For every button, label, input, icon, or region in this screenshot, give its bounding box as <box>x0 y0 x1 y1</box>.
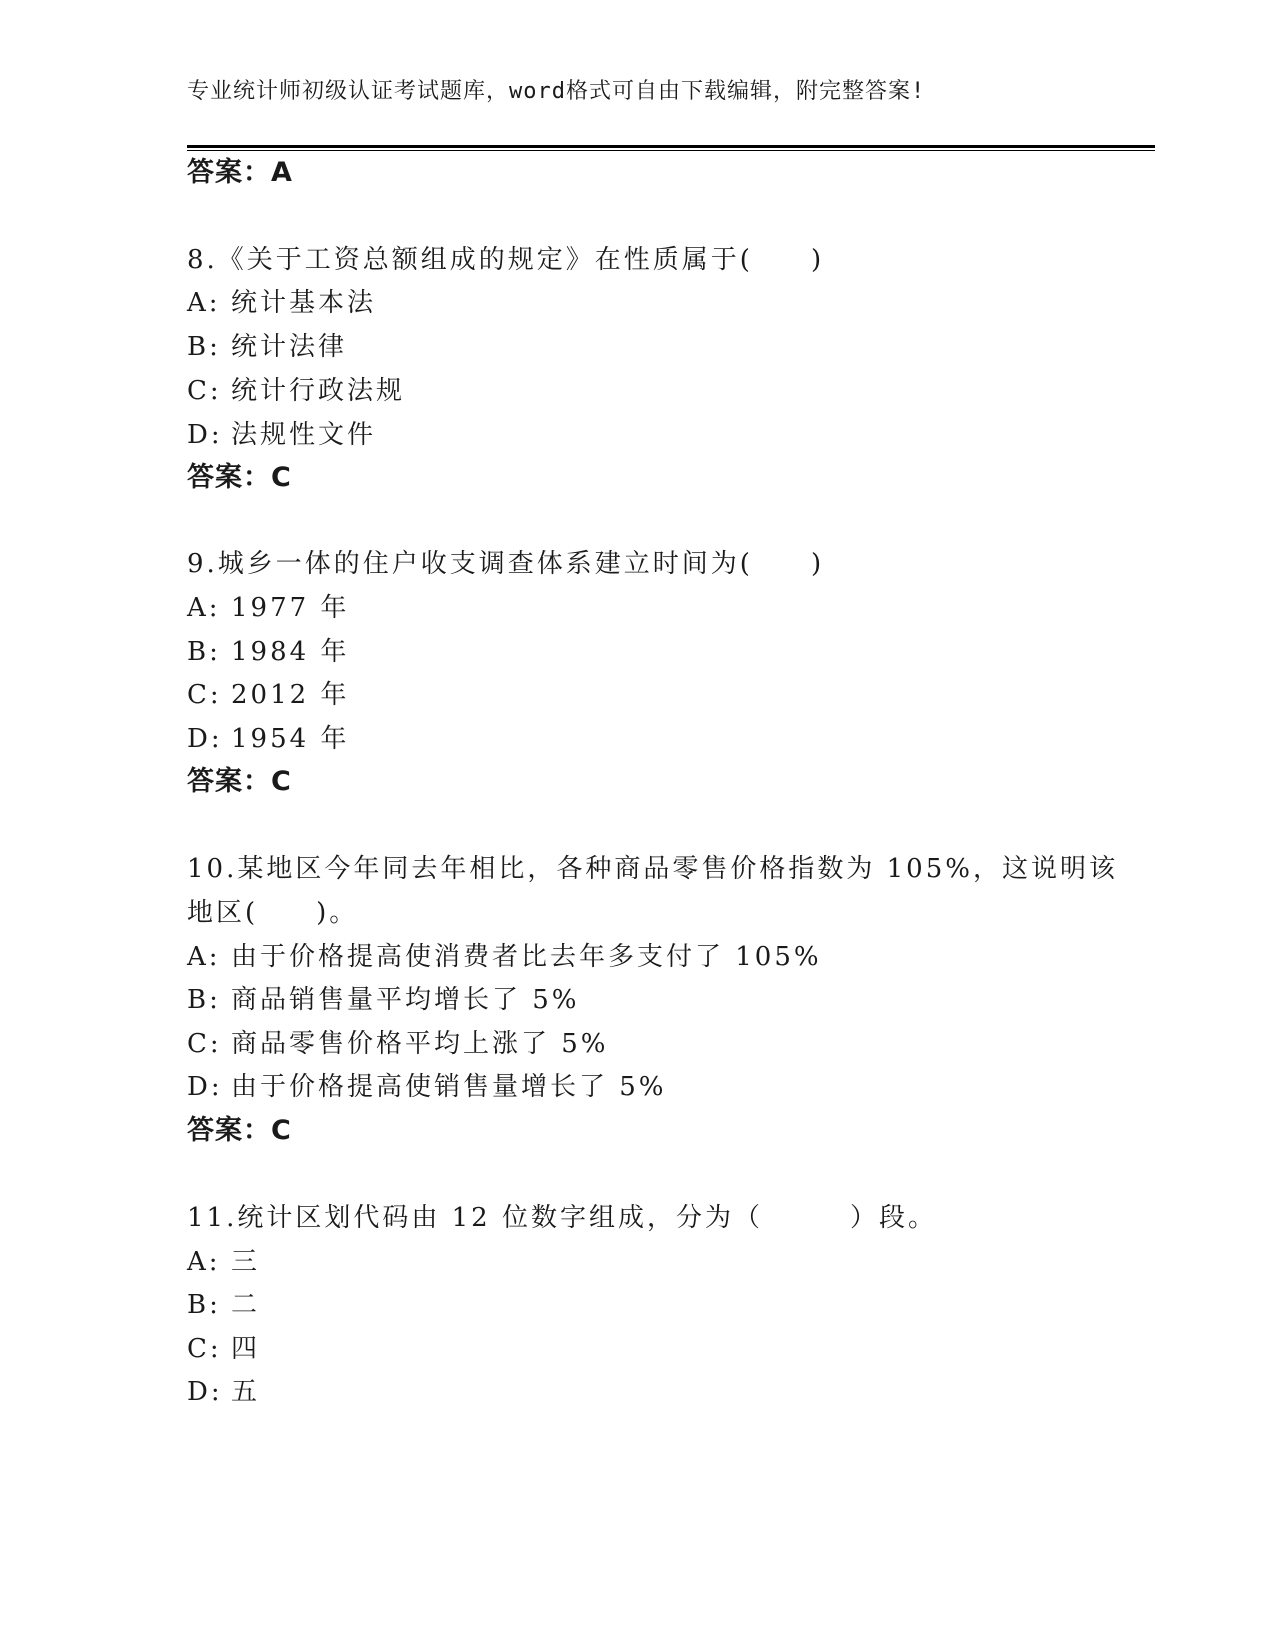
header-divider-thick <box>187 145 1155 148</box>
option-key: C: <box>187 680 222 710</box>
option-text: 2012 年 <box>231 680 350 710</box>
option-key: A: <box>187 593 221 623</box>
answer-q8: 答案：C <box>187 462 292 493</box>
option-text: 二 <box>231 1290 261 1320</box>
option-text: 1984 年 <box>231 637 350 667</box>
option-text: 统计基本法 <box>231 288 377 318</box>
option-key: A: <box>187 942 221 972</box>
question-9-option-a <box>187 593 349 623</box>
answer-q9: 答案：C <box>187 766 292 797</box>
question-11-option-c <box>187 1334 260 1364</box>
question-9-option-c <box>187 680 349 710</box>
header-divider-thin <box>187 150 1155 151</box>
option-text: 四 <box>231 1334 261 1364</box>
question-8-stem: 8.《关于工资总额组成的规定》在性质属于( ) <box>187 245 825 275</box>
option-text: 商品销售量平均增长了 5% <box>231 985 580 1015</box>
option-key: C: <box>187 376 222 406</box>
option-text: 1954 年 <box>231 724 350 754</box>
option-text: 统计行政法规 <box>231 376 406 406</box>
answer-q7: 答案：A <box>187 157 293 188</box>
question-10-option-b <box>187 985 580 1015</box>
option-key: B: <box>187 985 221 1015</box>
option-text: 五 <box>231 1377 261 1407</box>
question-9-stem: 9.城乡一体的住户收支调查体系建立时间为( ) <box>187 549 825 579</box>
question-8-option-b <box>187 332 347 362</box>
option-text: 由于价格提高使销售量增长了 5% <box>231 1072 667 1102</box>
option-text: 三 <box>231 1247 261 1277</box>
option-key: D: <box>187 1072 223 1102</box>
option-key: C: <box>187 1334 222 1364</box>
option-key: D: <box>187 420 223 450</box>
question-10-option-d <box>187 1072 667 1102</box>
question-11-option-d <box>187 1377 260 1407</box>
option-key: C: <box>187 1029 222 1059</box>
question-8-option-d <box>187 420 376 450</box>
question-10-option-c <box>187 1029 609 1059</box>
question-11-option-b <box>187 1290 260 1320</box>
question-8-option-a <box>187 288 376 318</box>
question-9-option-d <box>187 724 349 754</box>
option-key: A: <box>187 1247 221 1277</box>
option-key: D: <box>187 1377 223 1407</box>
question-10-option-a <box>187 942 822 972</box>
question-11-stem: 11.统计区划代码由 12 位数字组成，分为（ ）段。 <box>187 1203 937 1233</box>
option-text: 1977 年 <box>231 593 350 623</box>
question-9-option-b <box>187 637 349 667</box>
question-11-option-a <box>187 1247 260 1277</box>
option-key: A: <box>187 288 221 318</box>
page-header: 专业统计师初级认证考试题库，word格式可自由下载编辑，附完整答案! <box>187 79 926 104</box>
option-key: B: <box>187 332 221 362</box>
question-10-stem-line-2: 地区( )。 <box>187 898 359 928</box>
option-key: B: <box>187 1290 221 1320</box>
option-key: D: <box>187 724 223 754</box>
question-8-option-c <box>187 376 405 406</box>
option-text: 统计法律 <box>231 332 348 362</box>
option-key: B: <box>187 637 221 667</box>
answer-q10: 答案：C <box>187 1115 292 1146</box>
option-text: 由于价格提高使消费者比去年多支付了 105% <box>231 942 822 972</box>
option-text: 法规性文件 <box>231 420 377 450</box>
option-text: 商品零售价格平均上涨了 5% <box>231 1029 609 1059</box>
question-10-stem-line-1: 10.某地区今年同去年相比，各种商品零售价格指数为 105%，这说明该 <box>187 854 1118 884</box>
